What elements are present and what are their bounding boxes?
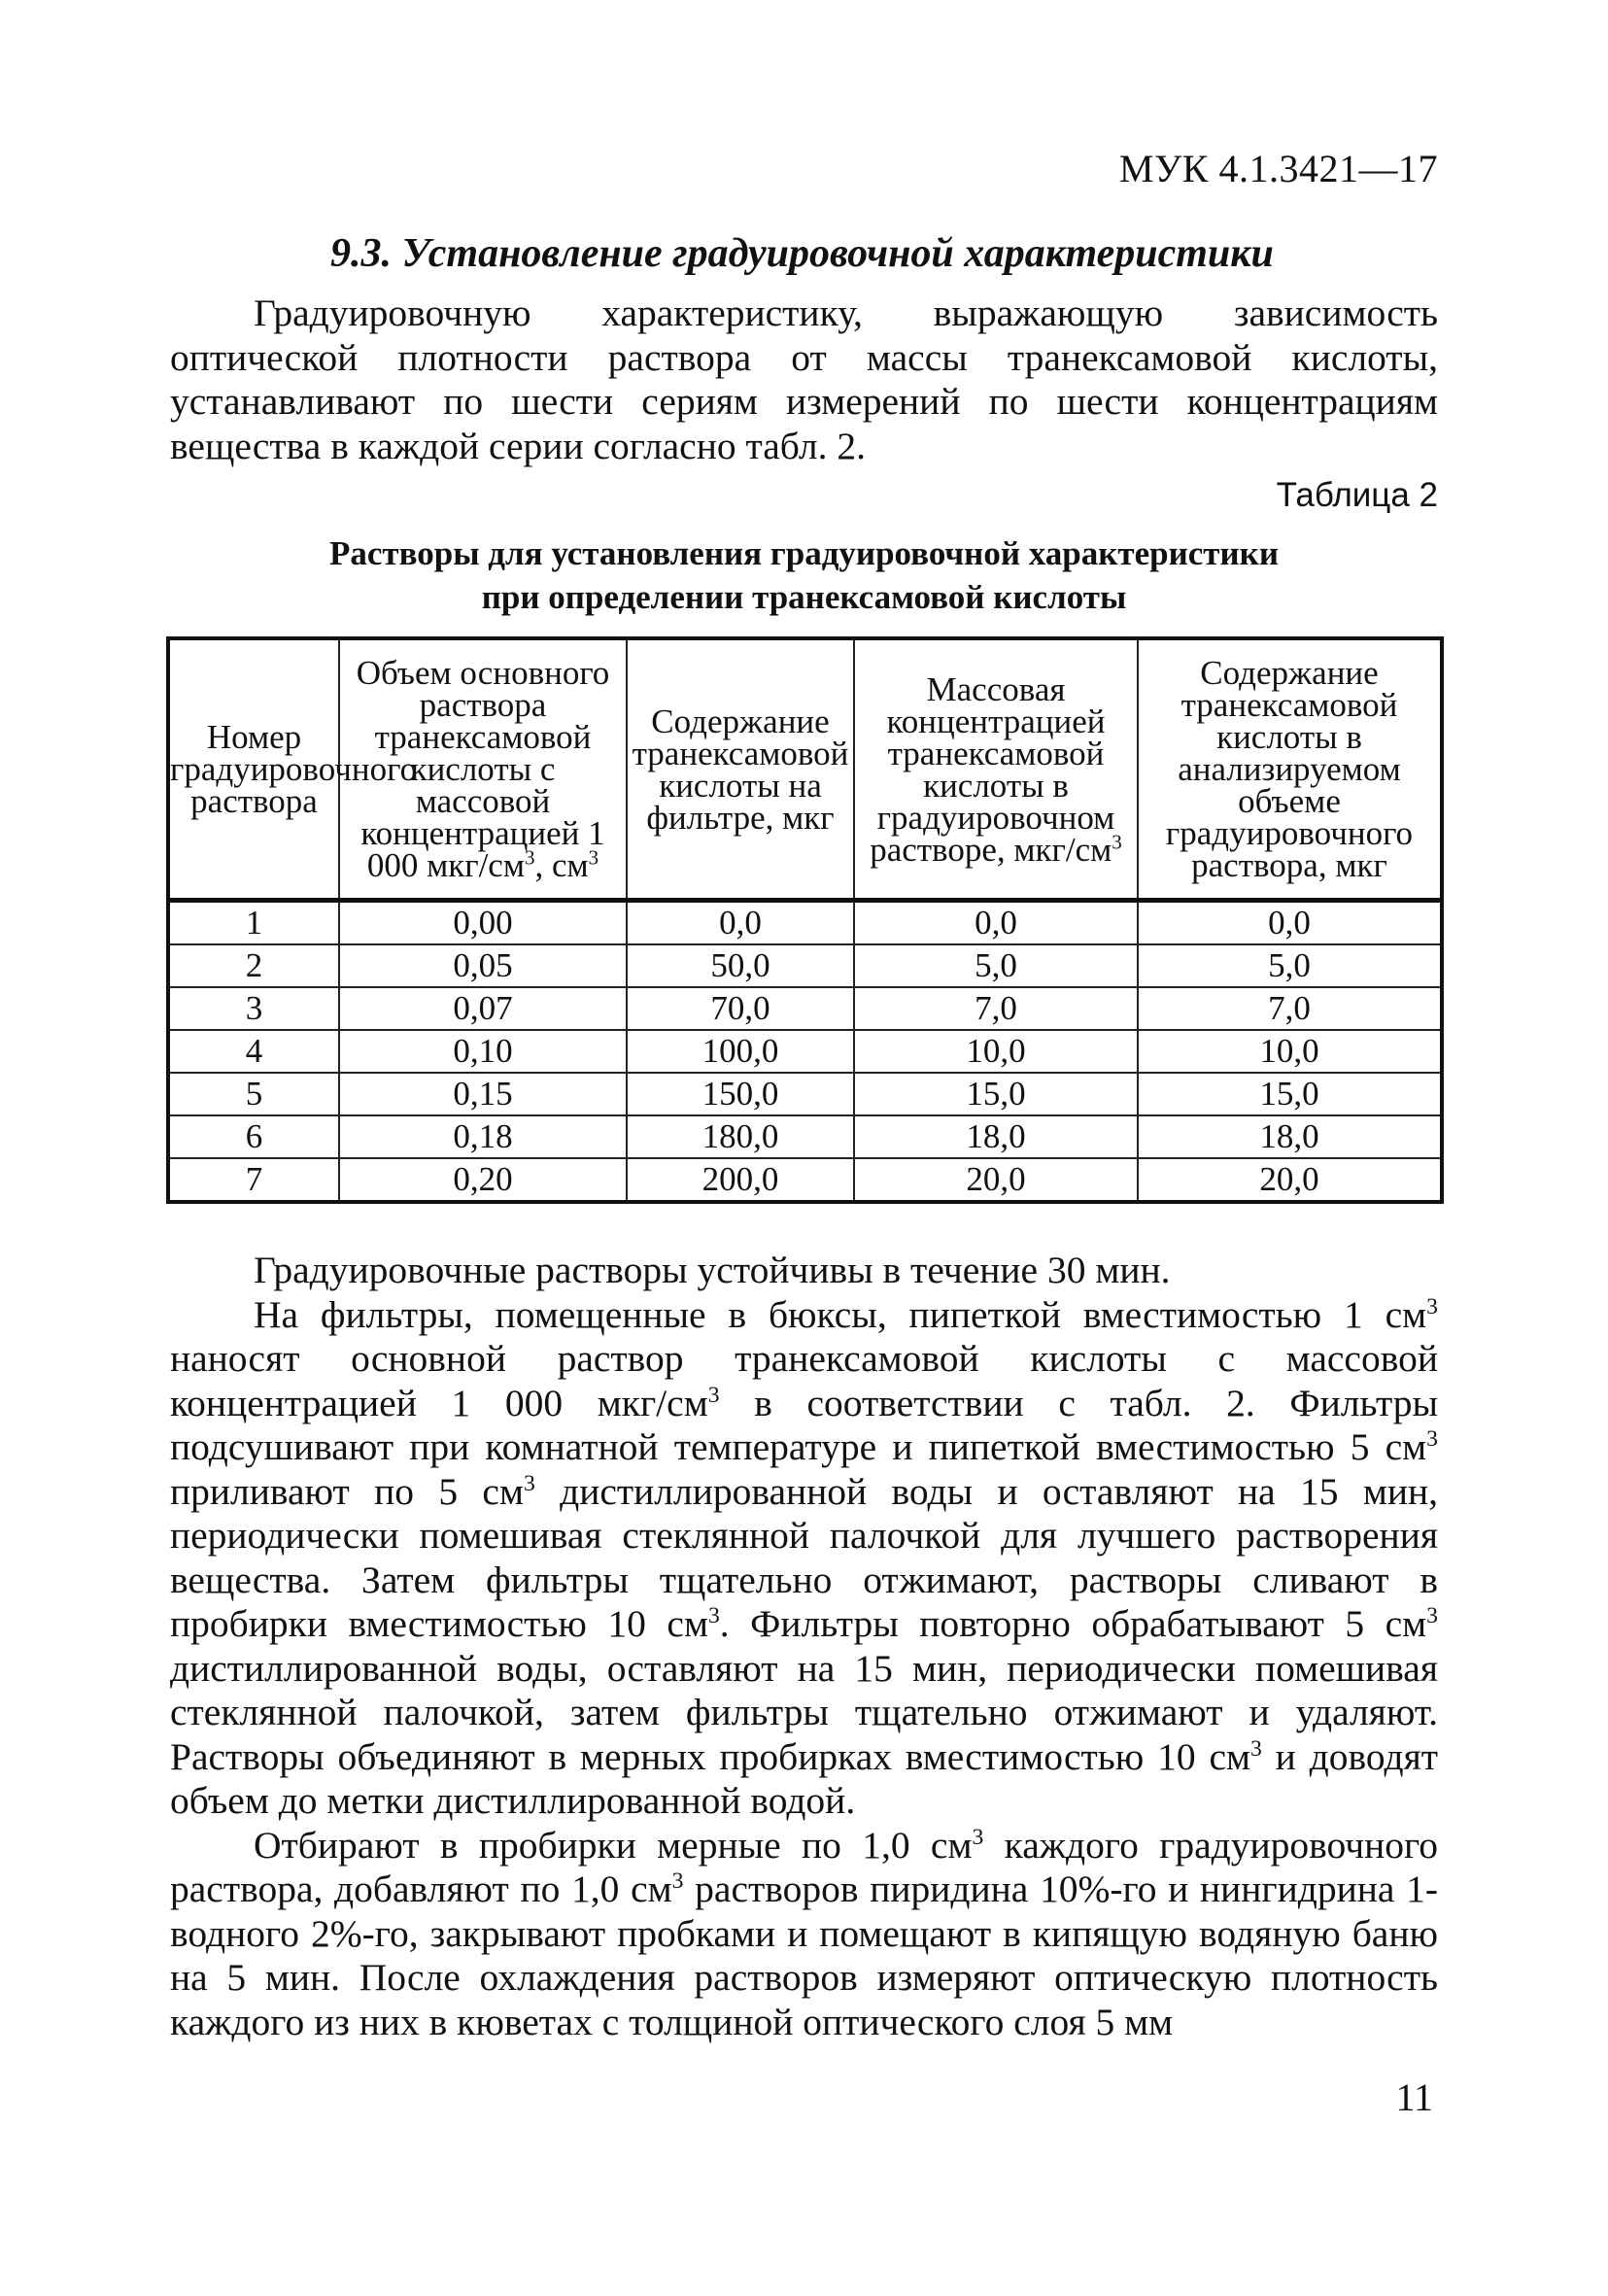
cell-filter: 50,0: [627, 944, 854, 987]
cell-volume: 0,10: [339, 1030, 627, 1073]
stability-paragraph: Градуировочные растворы устойчивы в течение 30 мин.: [254, 1249, 1171, 1291]
col-header-filter-content: Содержание транексамовой кислоты на фильтре, мкг: [627, 638, 854, 901]
cell-number: 6: [168, 1115, 339, 1158]
table-label: Таблица 2: [1276, 476, 1438, 514]
table-header-row: [168, 638, 1442, 901]
cell-concentration: 0,0: [854, 901, 1138, 945]
col-header-analyzed-content: Содержание транексамовой кислоты в анализируемом объеме градуировочного раствора, мкг: [1138, 638, 1442, 901]
filter-procedure-paragraph: На фильтры, помещенные в бюксы, пипеткой вместимостью 1 $см^3$ наносят основной раствор транексамовой кислоты с массовой концентрацией 1 000 мкг/$см^3$ в соответствии с табл. 2. Фильтры подсушивают при комнатной температуре и пипеткой вместимостью 5 $см^3$ приливают по 5 $см^3$ дистиллированной воды и оставляют на 15 мин, периодически помешивая стеклянной палочкой для лучшего растворения вещества. Затем фильтры тщательно отжимают, растворы сливают в пробирки вместимостью 10 $см^3$. Фильтры повторно обрабатывают 5 $см^3$ дистиллированной воды, оставляют на 15 мин, периодически помешивая стеклянной палочкой, затем фильтры тщательно отжимают и удаляют. Растворы объединяют в мерных пробирках вместимостью 10 $см^3$ и доводят объем до метки дистиллированной водой.: [170, 1292, 1438, 1822]
cell-number: 1: [168, 901, 339, 945]
cell-number: 3: [168, 987, 339, 1030]
cell-filter: 0,0: [627, 901, 854, 945]
section-title: 9.3. Установление градуировочной характеристики: [330, 231, 1274, 276]
cell-volume: 0,18: [339, 1115, 627, 1158]
cell-analyzed: 15,0: [1138, 1073, 1442, 1115]
intro-paragraph: Градуировочную характеристику, выражающую зависимость оптической плотности раствора от массы транексамовой кислоты, устанавливают по шести сериям измерений по шести концентрациям вещества в каждой серии согласно табл. 2.: [170, 291, 1438, 467]
cell-analyzed: 7,0: [1138, 987, 1442, 1030]
body-text: [170, 1249, 1438, 2044]
cell-filter: 100,0: [627, 1030, 854, 1073]
table-row: [168, 1115, 1442, 1158]
cell-concentration: 20,0: [854, 1158, 1138, 1202]
cell-filter: 200,0: [627, 1158, 854, 1202]
cell-number: 5: [168, 1073, 339, 1115]
document-code-header: МУК 4.1.3421—17: [1118, 147, 1438, 190]
cell-filter: 180,0: [627, 1115, 854, 1158]
cell-concentration: 10,0: [854, 1030, 1138, 1073]
cell-filter: 150,0: [627, 1073, 854, 1115]
cell-number: 2: [168, 944, 339, 987]
cell-volume: 0,00: [339, 901, 627, 945]
cell-analyzed: 0,0: [1138, 901, 1442, 945]
cell-volume: 0,07: [339, 987, 627, 1030]
col-header-stock-volume: Объем основного раствора транексамовой кислоты с массовой концентрацией 1 000 мкг/$см^3$, $см^3$: [339, 638, 627, 901]
table-caption-line-1: Растворы для установления градуировочной характеристики: [329, 534, 1279, 572]
cell-concentration: 18,0: [854, 1115, 1138, 1158]
cell-concentration: 15,0: [854, 1073, 1138, 1115]
col-header-solution-number: Номер градуировочного раствора: [168, 638, 339, 901]
cell-analyzed: 5,0: [1138, 944, 1442, 987]
table-row: [168, 1073, 1442, 1115]
table-row: [168, 901, 1442, 945]
table-caption: [170, 531, 1438, 619]
cell-analyzed: 18,0: [1138, 1115, 1442, 1158]
cell-analyzed: 20,0: [1138, 1158, 1442, 1202]
col-header-mass-concentration: Массовая концентрацией транексамовой кислоты в градуировочном растворе, мкг/$см^3$: [854, 638, 1138, 901]
intro-paragraph-block: [170, 291, 1438, 468]
table-row: [168, 1030, 1442, 1073]
page-number: 11: [1395, 2075, 1433, 2119]
table-row: [168, 944, 1442, 987]
cell-volume: 0,05: [339, 944, 627, 987]
cell-number: 4: [168, 1030, 339, 1073]
cell-volume: 0,15: [339, 1073, 627, 1115]
cell-volume: 0,20: [339, 1158, 627, 1202]
cell-filter: 70,0: [627, 987, 854, 1030]
cell-number: 7: [168, 1158, 339, 1202]
measurement-paragraph: Отбирают в пробирки мерные по 1,0 $см^3$ каждого градуировочного раствора, добавляют по 1,0 $см^3$ растворов пиридина 10%-го и нингидрина 1-водного 2%-го, закрывают пробками и помещают в кипящую водяную баню на 5 мин. После охлаждения растворов измеряют оптическую плотность каждого из них в кюветах с толщиной оптического слоя 5 мм: [170, 1823, 1438, 2043]
cell-concentration: 7,0: [854, 987, 1138, 1030]
calibration-table: [166, 636, 1444, 1204]
cell-concentration: 5,0: [854, 944, 1138, 987]
table-row: [168, 1158, 1442, 1202]
table-caption-line-2: при определении транексамовой кислоты: [481, 578, 1127, 616]
cell-analyzed: 10,0: [1138, 1030, 1442, 1073]
table-row: [168, 987, 1442, 1030]
